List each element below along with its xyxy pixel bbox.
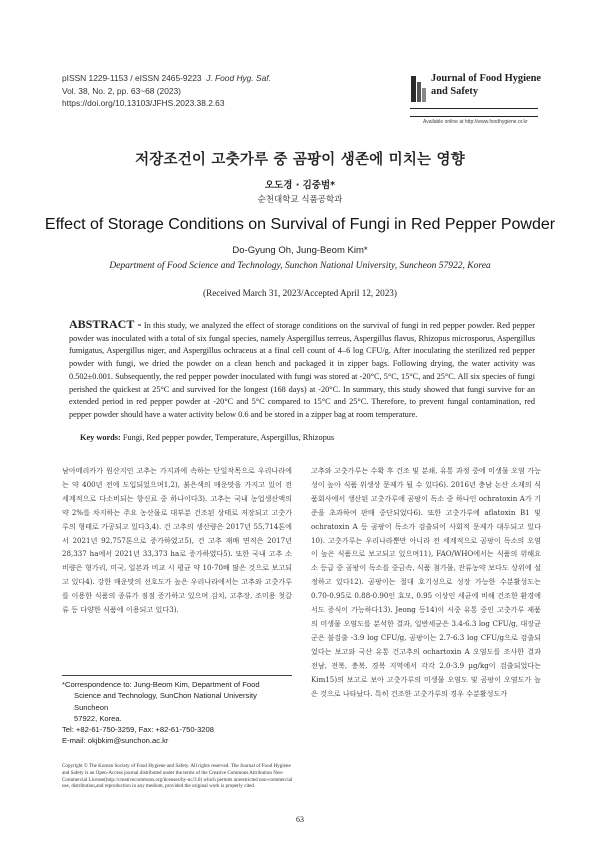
keywords-label: Key words: [80,433,121,442]
journal-url[interactable]: Available online at http://www.foodhygiene.or.kr [423,119,528,125]
authors-korean: 오도경 · 김중범* [264,180,336,191]
body-column-right: 고추와 고춧가루는 수확 후 건조 및 분쇄, 유통 과정 중에 미생물 오염 가능성이 높아 식품 위생상 문제가 될 수 있다6). 2016년 충남 논산 소재의 식품회사에서 생산된 고춧가루에 곰팡이 독소 중 하나인 ochratoxin A가 기준을 초과하여 판매 중단되었다6). 또한 고춧가루에 aflatoxin B1 및 ochratoxin A 등 곰팡이 독소가 검출되어 사회적 문제가 대두되고 있다10). 고춧가루는 우리나라뿐만 아니라 전 세계적으로 곰팡이 독소의 오염이 높은 식품으로 보고되고 있으며11), FAO/WHO에서는 식품의 위해요소 등급 중 곰팡이 독소를 중금속, 식품 첨가물, 잔류농약 보다도 상위에 설정하고 있다12). 곰팡이는 절대 호기성으로 성장 가능한 수분활성도는 0.70-0.95로 0.88-0.90인 효모, 0.95 이상인 세균에 비해 건조한 환경에서도 증식이 가능하다13). Jeong 등14)이 시중 유통 중인 고춧가루 제품의 미생물 오염도를 분석한 결과, 일반세균은 3.4-6.3 log CFU/g, 대장균군은 불검출 -3.9 log CFU/g, 곰팡이는 2.7-6.3 log CFU/g으로 검출되었다는 보고와 국산 유통 건고추의 ochartoxin A 오염도를 조사한 결과 전남, 전북, 충북, 경북 지역에서 각각 2.0-3.9 µg/kg이 검출되었다는 Kim15)의 보고로 보아 고춧가루의 미생물 오염도 및 곰팡이 오염도가 높은 것으로 나타났다. 특히 건조한 고춧가루의 경우 수분활성도가 [311,466,541,698]
title-korean: 저장조건이 고춧가루 중 곰팡이 생존에 미치는 영향 [135,152,465,168]
keywords-text: Fungi, Red pepper powder, Temperature, Aspergillus, Rhizopus [122,433,335,442]
logo-rule-top [410,108,538,109]
body-column-left: 남아메리카가 원산지인 고추는 가지과에 속하는 단일작목으로 우리나라에는 약 400년 전에 도입되었으며1,2), 붉은색의 매운맛을 가지고 있어 전 세계적으로 다소비되는 향신료 중 하나이다3). 고추는 국내 농업생산액의 약 2%를 차지하는 주요 농산물로 대부분 건조된 상태로 저장되고 고춧가루의 형태로 가공되고 있다3,4). 건 고추의 생산량은 2017년 55,714톤에서 2021년 92,757톤으로 증가하였고5), 건 고추 재배 면적은 2017년 28,337 ha에서 2021년 33,373 ha로 증가하였다5). 또한 국내 고추 소비량은 형가리, 미국, 일본과 비교 시 평균 약 10-70배 많은 것으로 보고되고 있다4). 강한 매운맛의 선호도가 높은 우리나라에서는 고추와 고춧가루를 이용한 식품의 종류가 점점 증가하고 있으며 김치, 고추장, 조미용 첫갈류 등 다양한 식품에 이용되고 있다3). [62,466,292,615]
correspondence-email[interactable]: E-mail: okjbkim@sunchon.ac.kr [62,736,169,746]
journal-logo-icon [410,74,428,104]
correspondence-line: Science and Technology, SunChon National University Suncheon [74,691,257,712]
volume-info: Vol. 38, No. 2, pp. 63~68 (2023) [62,85,181,96]
correspondence-line: 57922, Korea. [74,713,122,723]
journal-logo-title: Journal of Food Hygiene and Safety [431,73,541,97]
correspondence [62,679,292,747]
authors-english: Do-Gyung Oh, Jung-Beom Kim* [232,245,368,256]
issn: pISSN 1229-1153 / eISSN 2465-9223 [62,73,202,83]
page-number: 63 [296,815,304,824]
correspondence-phone: Tel: +82-61-750-3259, Fax: +82-61-750-3208 [62,725,214,735]
title-english: Effect of Storage Conditions on Survival of Fungi in Red Pepper Powder [44,216,556,233]
correspondence-line: *Correspondence to: Jung-Beom Kim, Department of Food [62,680,260,689]
affiliation-korean: 순천대학교 식품공학과 [257,195,343,205]
abstract [69,318,535,422]
received-dates: (Received March 31, 2023/Accepted April 12, 2023) [203,288,397,298]
abstract-label: ABSTRACT - [69,317,142,331]
journal-header [62,72,271,110]
logo-rule-bottom [410,116,538,117]
journal-abbrev: J. Food Hyg. Saf. [206,73,271,83]
affiliation-english: Department of Food Science and Technology, Sunchon National University, Suncheon 57922, Korea [109,261,491,271]
footnote-divider [62,675,292,676]
abstract-text: In this study, we analyzed the effect of storage conditions on the survival of fungi in red pepper powder. Red pepper powder was inoculated with a total of six fungal species, namely Aspergillus terreus, Aspergillus flavus, Rhizopus microsporus, Aspergillus fumigatus, Aspergillus niger, and Aspergillus ochraceus at a final cell count of 4–6 log CFU/g. After inoculating the sterilized red pepper powder with fungi, we dried the powder on a clean bench and packaged it in zipper bags. Following drying, the water activity was 0.502±0.001. Subsequently, the red pepper powder inoculated with fungi was stored at -20°C, 5°C, 15°C, and 25°C. All six species of fungi perished the quickest at 25°C and survived for the longest (168 days) at -20°C. In summary, this study showed that fungi survive for an extended period in red pepper powder at -20°C and 5°C compared to 15°C and 25°C. Therefore, to prevent fungal contamination, red pepper powder should have a water activity below 0.6 and be stored in a zipper bag at room temperature. [69,321,535,419]
keywords [80,433,334,442]
doi-link[interactable]: https://doi.org/10.13103/JFHS.2023.38.2.63 [62,98,225,108]
copyright-notice: Copyright © The Korean Society of Food Hygiene and Safety. All rights reserved. The Journal of Food Hygiene and Safety is an Open-Access journal distributed under the terms of the Creative Commons Attribution Non-Commercial License(http://creativecommons.org/licenses/by-nc/3.0) which permits unrestricted non-commercial use, distribution,and reproduction in any medium, provided the original work is properly cited. [62,763,293,790]
